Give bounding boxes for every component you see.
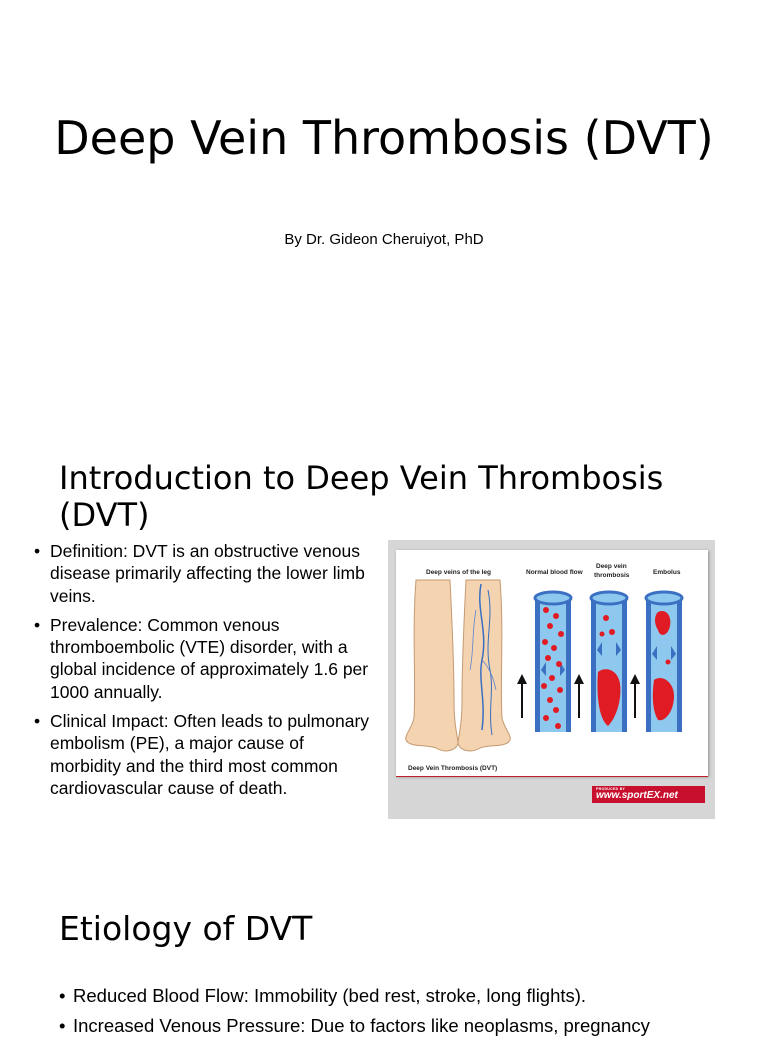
bullet-text: Prevalence: Common venous thromboembolic (VTE) disorder, with a global incidence of approximately 1.6 per 1000 annually. xyxy=(50,614,369,702)
etiology-slide xyxy=(0,860,768,1036)
vein-thrombosis xyxy=(591,592,627,732)
bullet-dot-icon: • xyxy=(59,1015,66,1036)
introduction-slide xyxy=(0,430,768,860)
bullet-list xyxy=(34,540,374,806)
bullet-dot-icon: • xyxy=(59,985,66,1006)
bullet-dot-icon: • xyxy=(34,541,41,561)
presentation-title: Deep Vein Thrombosis (DVT) xyxy=(54,111,714,165)
bullet-item xyxy=(34,710,374,799)
label-normal-flow: Normal blood flow xyxy=(526,569,583,576)
logo-url: www.sportEX.net xyxy=(596,790,678,801)
bullet-item xyxy=(34,614,374,703)
label-dvt-2: thrombosis xyxy=(594,572,630,579)
bullet-item xyxy=(59,984,739,1008)
author-subtitle: By Dr. Gideon Cheruiyot, PhD xyxy=(284,231,484,248)
slide-heading: Etiology of DVT xyxy=(59,909,313,948)
label-embolus: Embolus xyxy=(653,569,681,576)
caption-divider xyxy=(396,776,708,777)
bullet-text: Increased Venous Pressure: Due to factors like neoplasms, pregnancy xyxy=(73,1015,650,1036)
label-dvt-1: Deep vein xyxy=(596,563,627,570)
bullet-item xyxy=(34,540,374,607)
bullet-list xyxy=(59,984,739,1044)
vein-normal xyxy=(535,592,571,732)
dvt-diagram xyxy=(396,550,708,776)
bullet-text: Definition: DVT is an obstructive venous disease primarily affecting the lower limb veins. xyxy=(50,541,365,606)
bullet-text: Reduced Blood Flow: Immobility (bed rest, stroke, long flights). xyxy=(73,985,587,1006)
illustration-panel xyxy=(396,550,708,776)
slide-heading: Introduction to Deep Vein Thrombosis (DVT) xyxy=(59,459,664,534)
title-slide xyxy=(0,0,768,430)
bullet-dot-icon: • xyxy=(34,711,41,732)
logo-produced-by: PRODUCED BY xyxy=(596,787,626,791)
legs-illustration xyxy=(406,580,511,751)
figure-caption: Deep Vein Thrombosis (DVT) xyxy=(396,762,536,776)
bullet-item xyxy=(59,1014,739,1038)
bullet-text: Clinical Impact: Often leads to pulmonary embolism (PE), a major cause of morbidity and the third most common cardiovascular cause of death. xyxy=(50,711,370,798)
bullet-dot-icon: • xyxy=(34,614,41,635)
vein-embolus xyxy=(646,592,682,732)
sportex-logo xyxy=(592,786,705,803)
dvt-illustration xyxy=(388,540,715,819)
label-deep-veins: Deep veins of the leg xyxy=(426,569,492,576)
